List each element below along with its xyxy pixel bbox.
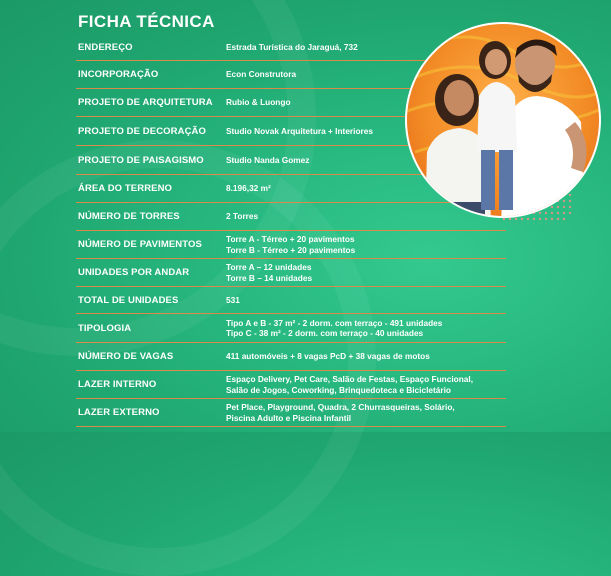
spec-value [226, 234, 506, 255]
spec-value-line: 8.196,32 m² [226, 183, 271, 194]
spec-value-line: Piscina Adulto e Piscina Infantil [226, 412, 352, 423]
spec-value-line: Espaço Delivery, Pet Care, Salão de Festas, Espaço Funcional, [226, 374, 474, 384]
spec-value-line: 411 automóveis + 8 vagas PcD + 38 vagas de motos [226, 351, 430, 362]
spec-label: ÁREA DO TERRENO [78, 183, 173, 194]
spec-label: PROJETO DE DECORAÇÃO [78, 125, 206, 137]
spec-label: NÚMERO DE TORRES [78, 211, 180, 222]
spec-value-line: Studio Nanda Gomez [226, 154, 310, 165]
spec-value [226, 374, 506, 395]
spec-value-line: 531 [226, 294, 240, 305]
spec-row [76, 287, 506, 314]
spec-value-line: Torre B – 14 unidades [226, 272, 313, 283]
spec-row [76, 231, 506, 259]
page-title: FICHA TÉCNICA [78, 12, 215, 31]
spec-row [76, 371, 506, 399]
spec-label: NÚMERO DE VAGAS [78, 351, 174, 362]
spec-label: TOTAL DE UNIDADES [78, 294, 179, 306]
spec-label: LAZER EXTERNO [78, 407, 160, 418]
spec-value-line: Torre A – 12 unidades [226, 262, 312, 272]
spec-value-line: Torre A - Térreo + 20 pavimentos [226, 234, 355, 244]
spec-label: ENDEREÇO [78, 41, 133, 53]
spec-label: UNIDADES POR ANDAR [78, 267, 190, 278]
spec-label: NÚMERO DE PAVIMENTOS [78, 239, 202, 250]
spec-value [226, 295, 506, 306]
spec-value [226, 262, 506, 283]
spec-row [76, 343, 506, 371]
spec-label: INCORPORAÇÃO [78, 69, 159, 80]
family-photo [405, 12, 605, 224]
spec-value-line: Tipo A e B - 37 m² - 2 dorm. com terraço - 491 unidades [226, 317, 443, 328]
spec-value [226, 318, 506, 339]
spec-value [226, 351, 506, 362]
spec-value-line: 2 Torres [226, 211, 259, 222]
spec-value-line: Rubio & Luongo [226, 97, 291, 108]
spec-label: PROJETO DE ARQUITETURA [78, 97, 213, 108]
spec-value-line: Estrada Turística do Jaraguá, 732 [226, 41, 358, 52]
spec-label: TIPOLOGIA [78, 322, 132, 334]
spec-row [76, 314, 506, 343]
spec-label: PROJETO DE PAISAGISMO [78, 154, 204, 166]
spec-row [76, 259, 506, 287]
spec-value-line: Pet Place, Playground, Quadra, 2 Churrasqueiras, Solário, [226, 402, 455, 412]
spec-value-line: Studio Novak Arquitetura + Interiores [226, 125, 373, 136]
spec-row [76, 399, 506, 427]
spec-value-line: Econ Construtora [226, 69, 297, 80]
spec-value-line: Torre B - Térreo + 20 pavimentos [226, 244, 356, 255]
spec-value-line: Salão de Jogos, Coworking, Brinquedoteca e Bicicletário [226, 384, 451, 395]
spec-label: LAZER INTERNO [78, 379, 157, 390]
spec-value-line: Tipo C - 38 m² - 2 dorm. com terraço - 40 unidades [226, 328, 424, 338]
spec-value [226, 402, 506, 423]
